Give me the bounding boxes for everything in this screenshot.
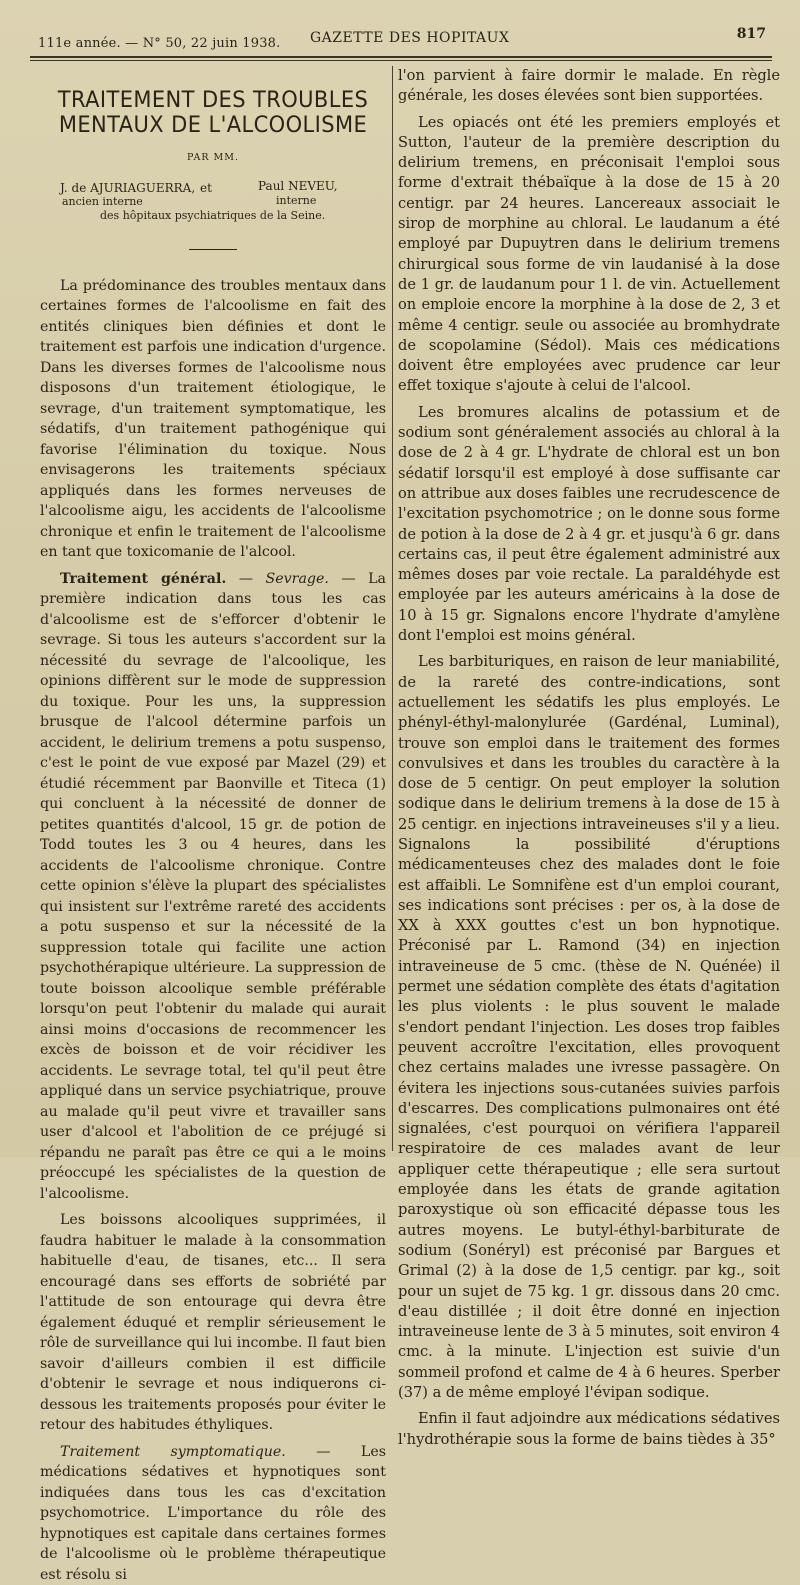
boissons-paragraph: Les boissons alcooliques supprimées, il faudra habituer le malade à la consommation habituelle d'eau, de tisanes, etc... Il sera encouragé dans ses efforts de sobriété par l'attitude de son entourage qui devra être également éduqué et remplir sérieusement le rôle de surveillance qui lui incombe. Il faut bien savoir d'ailleurs combien il est difficile d'obtenir le sevrage et nous indiquerons ci-dessous les traitements proposés pour éviter le retour des habitudes éthyliques.: [40, 1210, 386, 1436]
section-heading-traitement-general: Traitement général.: [60, 571, 226, 587]
symptomatique-paragraph: [40, 1442, 386, 1585]
sevrage-text: — La première indication dans tous les cas d'alcoolisme est de s'efforcer d'obtenir le sevrage. Si tous les auteurs s'accordent sur la nécessité du sevrage de l'alcoolique, les opinions diffèrent sur le mode de suppression du toxique. Pour les uns, la suppression brusque de l'alcool détermine parfois un accident, le delirium tremens a potu suspenso, c'est le point de vue exposé par Mazel (29) et étudié récemment par Baonville et Titeca (1) qui concluent à la nécessité de donner de petites quantités d'alcool, 15 gr. de potion de Todd toutes les 3 ou 4 heures, dans les accidents de l'alcoolisme chronique. Contre cette opinion s'élève la plupart des spécialistes qui insistent sur l'extrême rareté des accidents a potu suspenso et sur la nécessité de la suppression totale qui facilite une action psychothérapique ultérieure. La suppression de toute boisson alcoolique semble préférable lorsqu'on peut l'obtenir du malade qui aurait ainsi moins d'occasions de recommencer les excès de boisson et de voir récidiver les accidents. Le sevrage total, tel qu'il peut être appliqué dans un service psychiatrique, prouve au malade qu'il peut vivre et travailler sans user d'alcool et l'abolition de ce préjugé si répandu ne paraît pas être ce qui a le moins préoccupé les spécialistes de la question de l'alcoolisme.: [40, 571, 386, 1202]
article-title: TRAITEMENT DES TROUBLES MENTAUX DE L'ALCOOLISME: [40, 87, 386, 137]
intro-paragraph: La prédominance des troubles mentaux dans certaines formes de l'alcoolisme en fait des entités cliniques bien définies et dont le traitement est parfois une indication d'urgence. Dans les diverses formes de l'alcoolisme nous disposons d'un traitement étiologique, le sevrage, d'un traitement symptomatique, les sédatifs, d'un traitement pathogénique qui favorise l'élimination du toxique. Nous envisagerons les traitements spéciaux appliqués dans les formes nerveuses de l'alcoolisme aigu, les accidents de l'alcoolisme chronique et enfin le traitement de l'alcoolisme en tant que toxicomanie de l'alcool.: [40, 276, 386, 563]
author-2: Paul NEVEU,: [258, 179, 338, 193]
title-divider: [189, 249, 237, 250]
header-rule-thin: [30, 60, 772, 61]
page-header: [38, 26, 772, 56]
author-1-role: ancien interne: [62, 195, 143, 209]
issue-line: 111e année. — N° 50, 22 juin 1938.: [38, 36, 281, 51]
institution: des hôpitaux psychiatriques de la Seine.: [100, 209, 325, 223]
author-1: J. de AJURIAGUERRA,: [60, 181, 195, 195]
left-column: [40, 70, 386, 1585]
subheading-traitement-symptomatique: Traitement symptomatique.: [60, 1444, 286, 1460]
heading-dash: —: [226, 571, 265, 587]
continuation-paragraph: l'on parvient à faire dormir le malade. En règle générale, les doses élevées sont bien supportées.: [398, 66, 780, 107]
subheading-sevrage: Sevrage.: [266, 571, 329, 587]
barbituriques-paragraph: Les barbituriques, en raison de leur maniabilité, de la rareté des contre-indications, sont actuellement les sédatifs les plus employés. Le phényl-éthyl-malonylurée (Gardénal, Luminal), trouve son emploi dans le traitement des formes convulsives et dans les troubles du caractère à la dose de 5 centigr. On peut employer la solution sodique dans le delirium tremens à la dose de 15 à 25 centigr. en injections intraveineuses s'il y a lieu. Signalons la possibilité d'éruptions médicamenteuses chez des malades dont le foie est affaibli. Le Somnifène est d'un emploi courant, ses indications sont précises : per os, à la dose de XX à XXX gouttes c'est un bon hypnotique. Préconisé par L. Ramond (34) en injection intraveineuse de 5 cmc. (thèse de N. Quénée) il permet une sédation complète des états d'agitation les plus violents : le plus souvent le malade s'endort pendant l'injection. Les doses trop faibles peuvent accroître l'excitation, elles provoquent chez certains malades une ivresse passagère. On évitera les injections sous-cutanées suivies parfois d'escarres. Des complications pulmonaires ont été signalées, c'est pourquoi on vérifiera l'appareil respiratoire de ces malades avant de leur appliquer cette thérapeutique ; elle sera surtout employée dans les états de grande agitation paroxystique où son efficacité dépasse tous les autres moyens. Le butyl-éthyl-barbiturate de sodium (Sonéryl) est préconisé par Bargues et Grimal (2) à la dose de 1,5 centigr. par kg., soit pour un sujet de 75 kg. 1 gr. dissous dans 20 cmc. d'eau distillée ; il doit être donné en injection intraveineuse lente de 3 à 5 minutes, soit environ 4 cmc. à la minute. L'injection est suivie d'un sommeil profond et calme de 4 à 6 heures. Sperber (37) a de même employé l'évipan sodique.: [398, 652, 780, 1403]
opiaces-paragraph: Les opiacés ont été les premiers employés et Sutton, l'auteur de la première description du delirium tremens, en préconisait l'emploi sous forme d'extrait thébaïque à la dose de 15 à 20 centigr. par 24 heures. Lancereaux associait le sirop de morphine au chloral. Le laudanum a été employé par Dupuytren dans le delirium tremens chirurgical sous forme de vin laudanisé à la dose de 1 gr. de laudanum pour 1 l. de vin. Actuellement on emploie encore la morphine à la dose de 2, 3 et même 4 centigr. seule ou associée au bromhydrate de scopolamine (Sédol). Mais ces médications doivent être employées avec prudence car leur effet toxique s'ajoute à celui de l'alcool.: [398, 113, 780, 397]
column-separator: [392, 66, 393, 1151]
author-2-role: interne: [276, 194, 316, 208]
right-column: [398, 66, 780, 1450]
journal-title: GAZETTE DES HOPITAUX: [310, 30, 509, 46]
sevrage-paragraph: [40, 569, 386, 1205]
byline-par: PAR MM.: [40, 148, 386, 169]
header-rule: [30, 56, 772, 58]
bromures-paragraph: Les bromures alcalins de potassium et de sodium sont généralement associés au chloral à la dose de 2 à 4 gr. L'hydrate de chloral est un bon sédatif lorsqu'il est employé à dose suffisante car on attribue aux doses faibles une recrudescence de l'excitation psychomotrice ; on le donne sous forme de potion à la dose de 2 à 4 gr. et jusqu'à 6 gr. dans certains cas, il peut être également administré aux mêmes doses par voie rectale. La paraldéhyde est employée par les auteurs américains à la dose de 10 à 15 gr. Signalons encore l'hydrate d'amylène dont l'emploi est moins général.: [398, 403, 780, 647]
symptomatique-text: — Les médications sédatives et hypnotiques sont indiquées dans tous les cas d'excitation psychomotrice. L'importance du rôle des hypnotiques est capitale dans certaines formes de l'alcoolisme où le problème thérapeutique est résolu si: [40, 1444, 386, 1583]
author-conjunction: et: [200, 181, 212, 195]
page-number: 817: [737, 26, 766, 42]
authors-block: [40, 177, 386, 229]
hydrotherapie-paragraph: Enfin il faut adjoindre aux médications sédatives l'hydrothérapie sous la forme de bains tièdes à 35°: [398, 1409, 780, 1450]
